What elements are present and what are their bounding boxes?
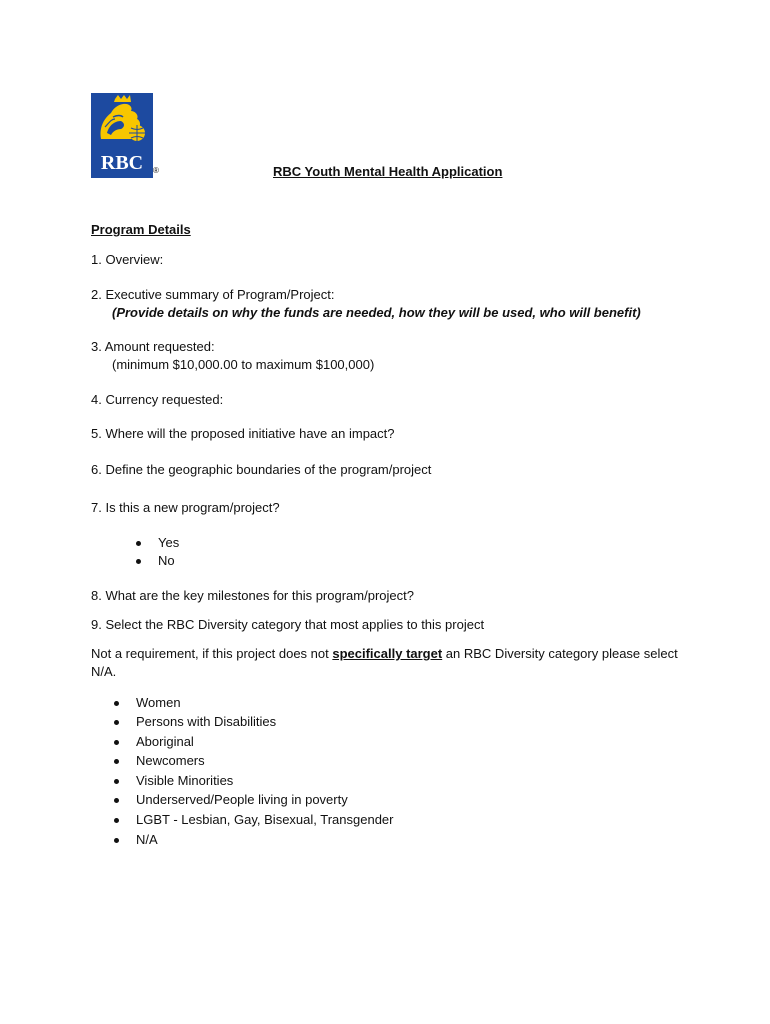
diversity-option-label: N/A [136, 832, 158, 847]
question-1: 1. Overview: [91, 252, 164, 267]
section-heading: Program Details [91, 222, 191, 237]
bullet-icon [114, 701, 119, 706]
q7-option-label: No [158, 553, 175, 568]
question-2-note: (Provide details on why the funds are needed, how they will be used, who will benefit) [112, 305, 641, 320]
rbc-logo [91, 93, 153, 178]
bullet-icon [114, 740, 119, 745]
registered-mark: ® [153, 166, 159, 175]
note-suffix: an RBC Diversity category please select [442, 646, 678, 661]
diversity-note-line2: N/A. [91, 664, 117, 679]
diversity-option-label: Visible Minorities [136, 773, 234, 788]
question-7: 7. Is this a new program/project? [91, 500, 280, 515]
diversity-note [91, 646, 678, 661]
bullet-icon [136, 559, 141, 564]
bullet-icon [114, 779, 119, 784]
diversity-option-label: Underserved/People living in poverty [136, 792, 348, 807]
note-prefix: Not a requirement, if this project does not [91, 646, 333, 661]
bullet-icon [114, 818, 119, 823]
bullet-icon [136, 541, 141, 546]
diversity-option-label: Newcomers [136, 753, 205, 768]
question-3: 3. Amount requested: [91, 339, 215, 354]
bullet-icon [114, 720, 119, 725]
diversity-option-label: LGBT - Lesbian, Gay, Bisexual, Transgender [136, 812, 394, 827]
question-3-note: (minimum $10,000.00 to maximum $100,000) [112, 357, 375, 372]
diversity-option-label: Aboriginal [136, 734, 194, 749]
bullet-icon [114, 838, 119, 843]
page-title: RBC Youth Mental Health Application [273, 164, 503, 179]
diversity-option-label: Persons with Disabilities [136, 714, 277, 729]
question-5: 5. Where will the proposed initiative have an impact? [91, 426, 395, 441]
question-4: 4. Currency requested: [91, 392, 224, 407]
bullet-icon [114, 759, 119, 764]
bullet-icon [114, 798, 119, 803]
question-9: 9. Select the RBC Diversity category that most applies to this project [91, 617, 485, 632]
question-2: 2. Executive summary of Program/Project: [91, 287, 335, 302]
question-8: 8. What are the key milestones for this program/project? [91, 588, 414, 603]
note-emphasis: specifically target [332, 646, 443, 661]
diversity-option-label: Women [136, 695, 181, 710]
q7-option-label: Yes [158, 535, 180, 550]
question-6: 6. Define the geographic boundaries of the program/project [91, 462, 432, 477]
logo-text: RBC [100, 152, 144, 174]
